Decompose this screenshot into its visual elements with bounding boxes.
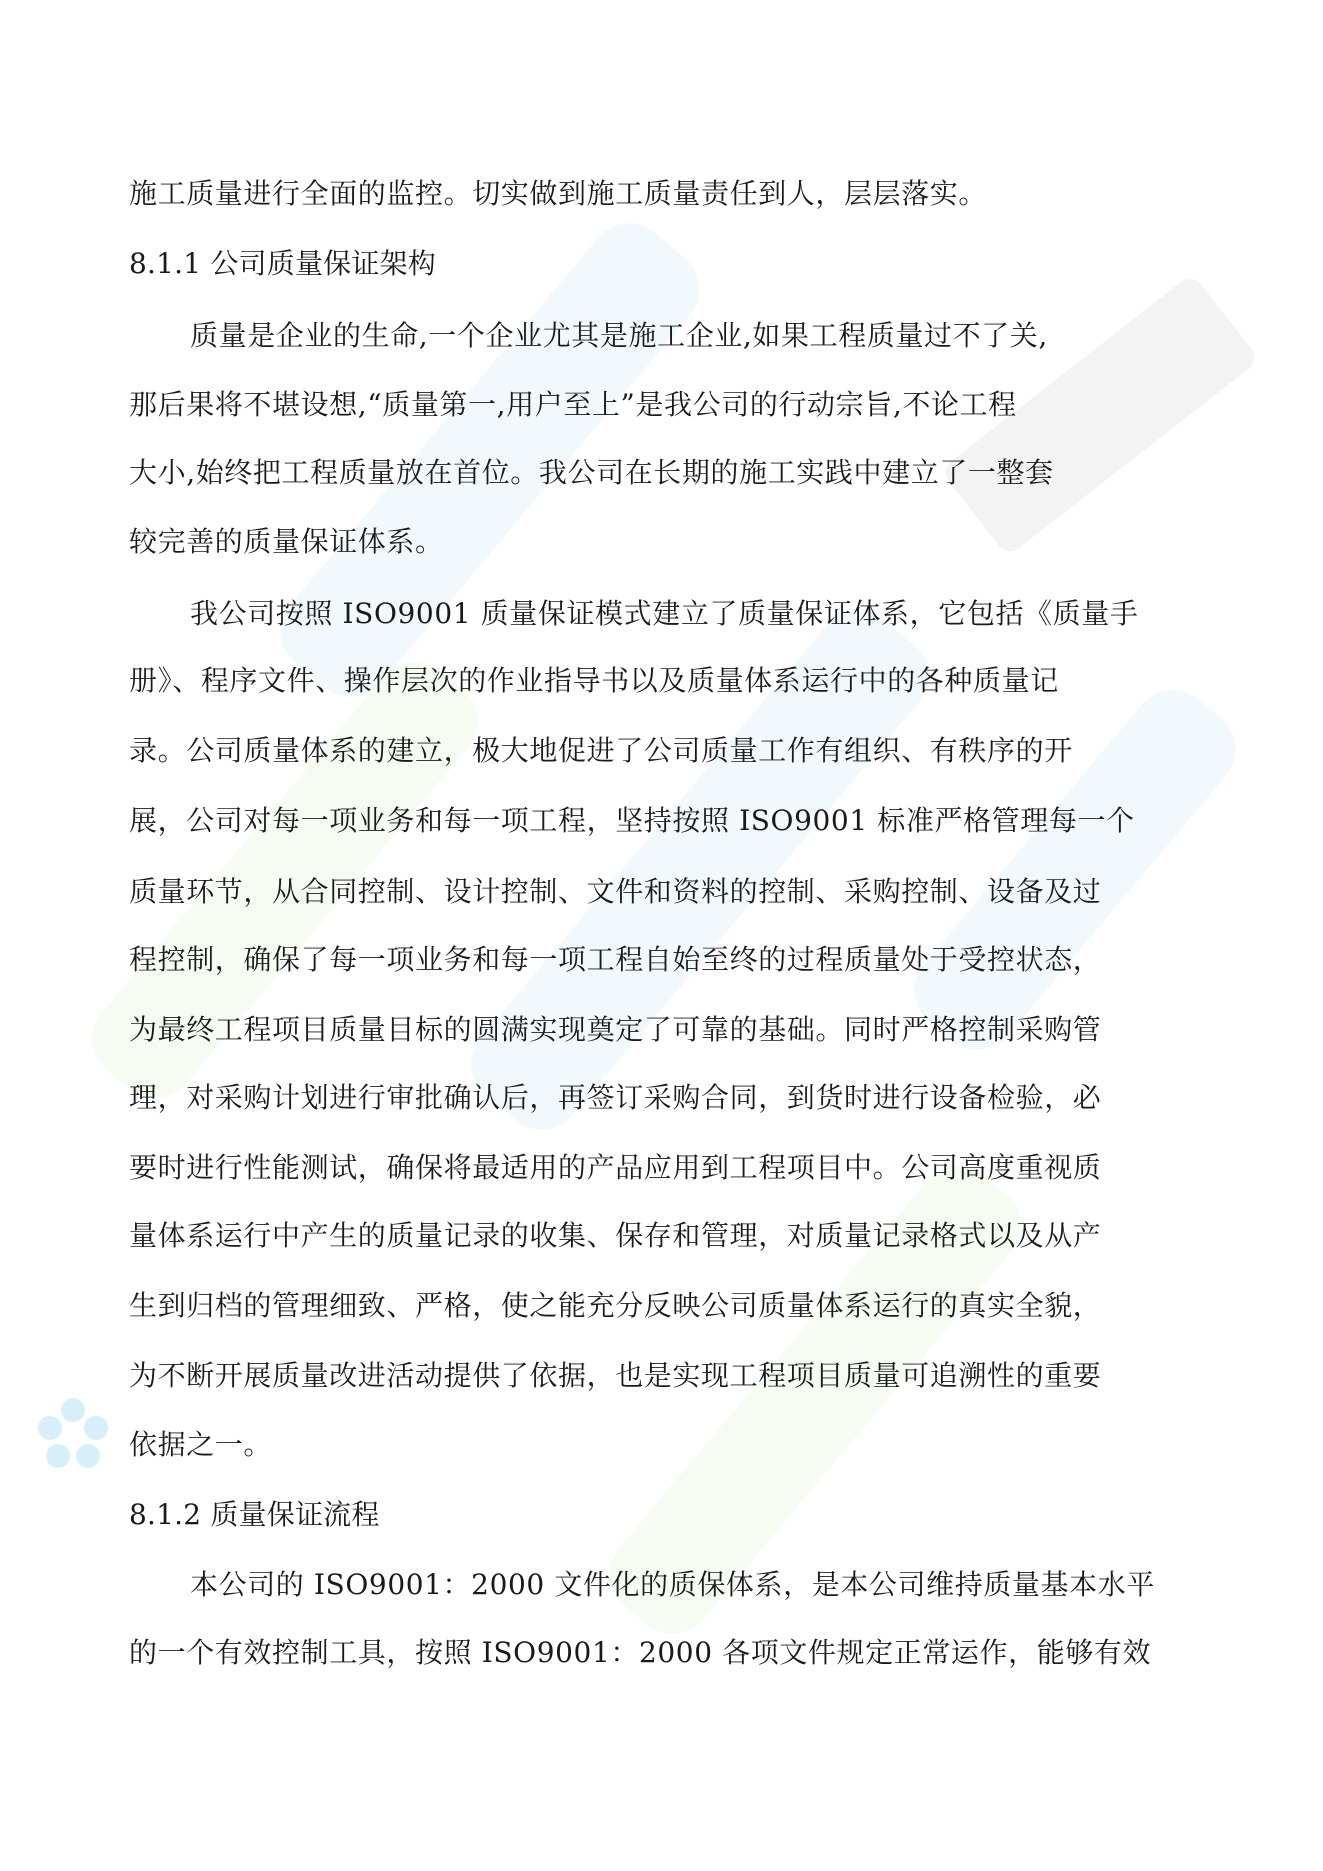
text-line: 依据之一。 — [129, 1428, 273, 1461]
text-line: 施工质量进行全面的监控。切实做到施工质量责任到人，层层落实。 — [129, 177, 988, 210]
text-line: 量体系运行中产生的质量记录的收集、保存和管理，对质量记录格式以及从产 — [129, 1219, 1102, 1252]
text-line: 质量是企业的生命,一个企业尤其是施工企业,如果工程质量过不了关, — [190, 319, 1048, 352]
text-line: 程控制，确保了每一项业务和每一项工程自始至终的过程质量处于受控状态， — [129, 943, 1102, 976]
text-line: 录。公司质量体系的建立，极大地促进了公司质量工作有组织、有秩序的开 — [129, 734, 1073, 767]
text-line: 展，公司对每一项业务和每一项工程，坚持按照 ISO9001 标准严格管理每一个 — [129, 804, 1135, 837]
text-line: 生到归档的管理细致、严格，使之能充分反映公司质量体系运行的真实全貌， — [129, 1289, 1102, 1322]
text-line: 本公司的 ISO9001：2000 文件化的质保体系，是本公司维持质量基本水平 — [190, 1568, 1155, 1601]
section-heading: 8.1.1 公司质量保证架构 — [129, 247, 436, 280]
text-line: 那后果将不堪设想,“质量第一,用户至上”是我公司的行动宗旨,不论工程 — [129, 388, 1017, 421]
text-line: 较完善的质量保证体系。 — [129, 525, 444, 558]
text-line: 的一个有效控制工具，按照 ISO9001：2000 各项文件规定正常运作，能够有效 — [129, 1636, 1152, 1669]
text-line: 要时进行性能测试，确保将最适用的产品应用到工程项目中。公司高度重视质 — [129, 1151, 1102, 1184]
text-line: 册》、程序文件、操作层次的作业指导书以及质量体系运行中的各种质量记 — [129, 664, 1059, 697]
section-heading: 8.1.2 质量保证流程 — [129, 1498, 380, 1531]
text-line: 理，对采购计划进行审批确认后，再签订采购合同，到货时进行设备检验，必 — [129, 1081, 1102, 1114]
text-line: 为不断开展质量改进活动提供了依据，也是实现工程项目质量可追溯性的重要 — [129, 1359, 1102, 1392]
text-line: 我公司按照 ISO9001 质量保证模式建立了质量保证体系，它包括《质量手 — [190, 597, 1139, 630]
watermark-logo-icon — [28, 1390, 118, 1480]
text-line: 大小,始终把工程质量放在首位。我公司在长期的施工实践中建立了一整套 — [129, 456, 1054, 489]
text-line: 为最终工程项目质量目标的圆满实现奠定了可靠的基础。同时严格控制采购管 — [129, 1013, 1102, 1046]
text-line: 质量环节，从合同控制、设计控制、文件和资料的控制、采购控制、设备及过 — [129, 875, 1102, 908]
